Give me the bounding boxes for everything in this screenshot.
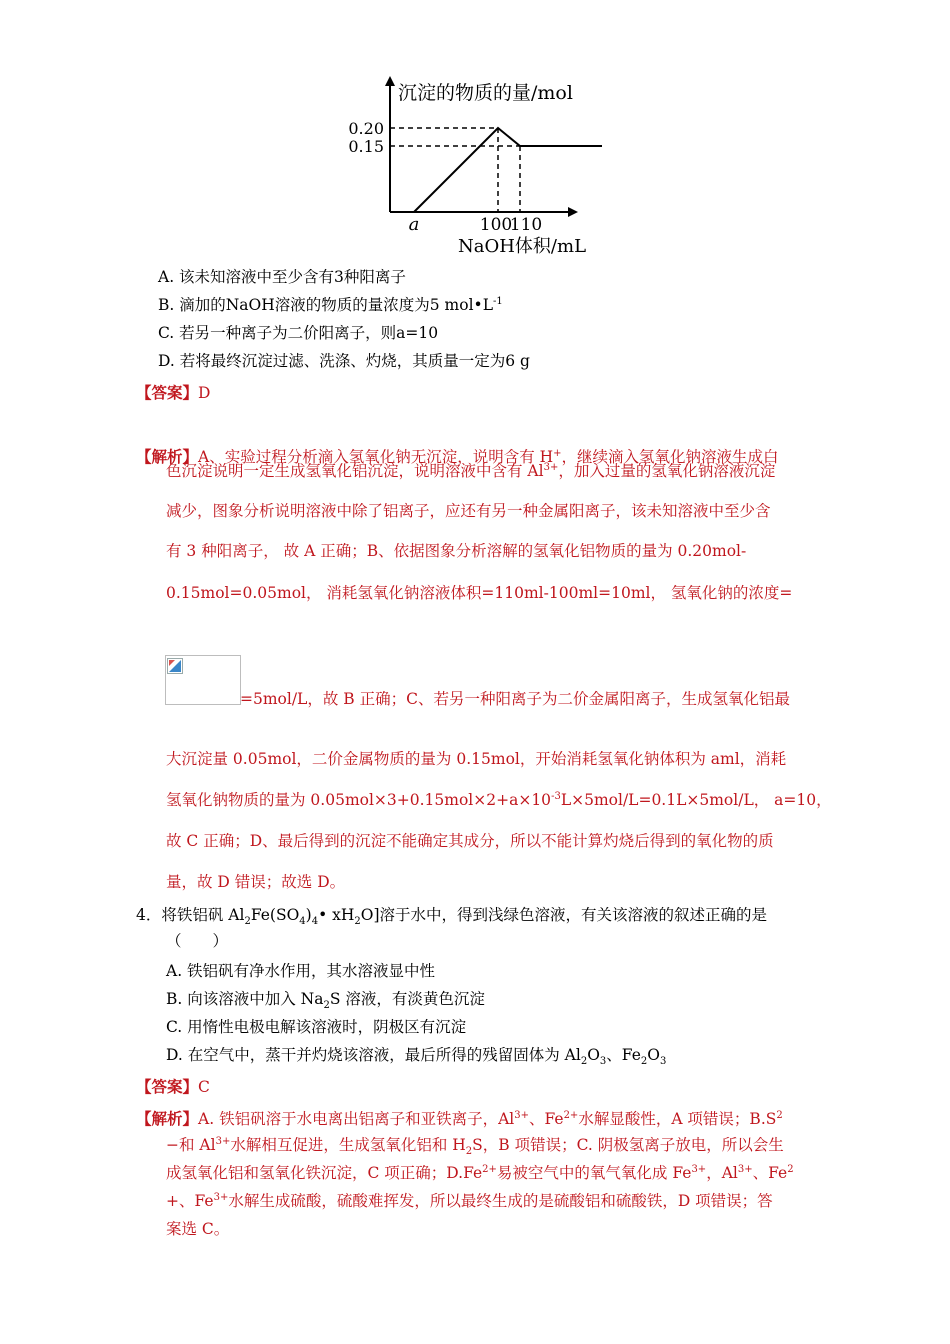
broken-image-icon (167, 658, 183, 674)
sub: 4 (311, 916, 319, 928)
q3-analysis-l4: 有 3 种阳离子， 故 A 正确；B、依据图象分析溶解的氢氧化铝物质的量为 0.20mol- (166, 542, 747, 560)
q3-option-a: A. 该未知溶液中至少含有3种阳离子 (158, 268, 406, 286)
text: 水解显酸性，A 项错误；B.S (578, 1110, 777, 1128)
q4-paren: （ ） (166, 932, 229, 950)
sup: 3+ (514, 1109, 529, 1121)
x-tick-110: 110 (509, 215, 543, 235)
x-tick-100: 100 (479, 215, 513, 235)
sub: 2 (244, 916, 251, 928)
text: O]溶于水中，得到浅绿色溶液，有关该溶液的叙述正确的是 (360, 906, 768, 924)
sub: 2 (465, 1146, 473, 1158)
text: 、Fe (606, 1046, 641, 1064)
q3-option-b (158, 294, 503, 316)
text: S，B 项错误；C. 阴极氢离子放电，所以会生 (472, 1136, 784, 1154)
q3-analysis-l2 (166, 460, 775, 482)
sup: 2 (776, 1109, 783, 1121)
text: 水解生成硫酸，硫酸难挥发，所以最终生成的是硫酸铝和硫酸铁，D 项错误；答 (228, 1192, 773, 1210)
x-axis-arrow (568, 207, 578, 217)
precipitate-chart (330, 70, 630, 260)
text: 、Fe (528, 1110, 564, 1128)
text: D. 在空气中，蒸干并灼烧该溶液，最后所得的残留固体为 Al (166, 1046, 581, 1064)
sup: 3+ (737, 1163, 753, 1175)
text: Fe(SO (250, 906, 300, 924)
y-axis-label: 沉淀的物质的量/mol (398, 82, 573, 104)
y-tick-020: 0.20 (348, 119, 384, 138)
text: ，继续滴入氢氧化钠溶液生成白 (561, 448, 779, 466)
text: ，Al (706, 1164, 738, 1182)
sub: 3 (659, 1056, 667, 1068)
q3-answer (136, 382, 210, 404)
q4-analysis-l3 (166, 1162, 794, 1184)
text: 易被空气中的氧气氧化成 Fe (496, 1164, 692, 1182)
q4-answer (136, 1076, 210, 1098)
data-line (414, 128, 602, 212)
q3-analysis-l10: 量，故 D 错误；故选 D。 (166, 873, 346, 891)
q3-analysis-l5: 0.15mol=0.05mol， 消耗氢氧化钠溶液体积=110ml-100ml=10ml， 氢氧化钠的浓度= (166, 584, 793, 602)
q4-analysis-l4 (166, 1190, 773, 1212)
sub: 4 (299, 916, 306, 928)
answer-tag: 【答案】 (136, 1077, 199, 1096)
text: O (587, 1046, 600, 1064)
y-axis-arrow (385, 76, 395, 86)
q4-option-d (166, 1044, 666, 1066)
q4-analysis-l5: 案选 C。 (166, 1220, 230, 1238)
x-axis-label: NaOH体积/mL (458, 236, 587, 257)
text: 色沉淀说明一定生成氢氧化铝沉淀，说明溶液中含有 Al (166, 462, 544, 480)
sup: 3+ (215, 1135, 231, 1147)
sup: 3+ (543, 461, 559, 473)
q3-option-b-sup: -1 (492, 295, 503, 307)
q4-option-a: A. 铁铝矾有净水作用，其水溶液显中性 (166, 962, 436, 980)
sup: 2+ (482, 1163, 497, 1175)
text: −和 Al (166, 1136, 216, 1154)
sub: 3 (599, 1056, 607, 1068)
text: B. 向该溶液中加入 Na (166, 990, 324, 1008)
sup: 2 (787, 1163, 794, 1175)
x-tick-a: a (408, 214, 420, 235)
text: A. 铁铝矾溶于水电离出铝离子和亚铁离子，Al (198, 1110, 515, 1128)
text: ) (305, 906, 312, 924)
sup: + (553, 447, 562, 459)
q4-stem (136, 904, 767, 926)
sub: 2 (580, 1056, 588, 1068)
sup: -3 (551, 790, 561, 802)
q3-option-b-text: B. 滴加的NaOH溶液的物质的量浓度为5 mol•L (158, 296, 493, 314)
answer-value: C (198, 1078, 210, 1096)
sub: 2 (640, 1056, 648, 1068)
answer-tag: 【答案】 (136, 383, 199, 402)
q4-analysis-l2 (166, 1134, 784, 1156)
q4-option-b (166, 988, 485, 1010)
text: • xH (318, 906, 355, 924)
q3-analysis-l9: 故 C 正确；D、最后得到的沉淀不能确定其成分，所以不能计算灼烧后得到的氧化物的质 (166, 832, 774, 850)
analysis-tag: 【解析】 (136, 447, 199, 466)
formula-image-placeholder (165, 655, 241, 705)
sup: 3+ (691, 1163, 707, 1175)
q3-analysis-l8 (166, 789, 832, 811)
text: 4．将铁铝矾 Al (136, 906, 245, 924)
q3-option-d: D. 若将最终沉淀过滤、洗涤、灼烧，其质量一定为6 g (158, 352, 530, 370)
sub: 2 (354, 916, 361, 928)
text: 成氢氧化铝和氢氧化铁沉淀，C 项正确；D.Fe (166, 1164, 483, 1182)
q3-analysis-l6: =5mol/L，故 B 正确；C、若另一种阳离子为二价金属阳离子，生成氢氧化铝最 (240, 690, 790, 708)
y-tick-015: 0.15 (348, 137, 384, 156)
q4-analysis-l1 (136, 1108, 783, 1130)
text: S 溶液，有淡黄色沉淀 (329, 990, 485, 1008)
text: ，加入过量的氢氧化钠溶液沉淀 (558, 462, 776, 480)
q3-analysis-l7: 大沉淀量 0.05mol，二价金属物质的量为 0.15mol，开始消耗氢氧化钠体积为 aml，消耗 (166, 750, 787, 768)
text: L×5mol/L=0.1L×5mol/L， a=10， (560, 791, 832, 809)
q3-option-c: C. 若另一种离子为二价阳离子，则a=10 (158, 324, 439, 342)
text: 水解相互促进，生成氢氧化铝和 H (230, 1136, 466, 1154)
sup: 2+ (563, 1109, 579, 1121)
text: 氢氧化钠物质的量为 0.05mol×3+0.15mol×2+a×10 (166, 791, 552, 809)
q4-option-c: C. 用惰性电极电解该溶液时，阴极区有沉淀 (166, 1018, 467, 1036)
text: O (647, 1046, 660, 1064)
analysis-tag: 【解析】 (136, 1109, 199, 1128)
text: +、Fe (166, 1192, 214, 1210)
text: A、实验过程分析滴入氢氧化钠无沉淀，说明含有 H (198, 448, 554, 466)
q3-analysis-l3: 减少，图象分析说明溶液中除了铝离子，应还有另一种金属阳离子，该未知溶液中至少含 (166, 502, 771, 520)
text: 、Fe (752, 1164, 788, 1182)
answer-value: D (198, 384, 211, 402)
sup: 3+ (213, 1191, 229, 1203)
sub: 2 (323, 1000, 330, 1012)
